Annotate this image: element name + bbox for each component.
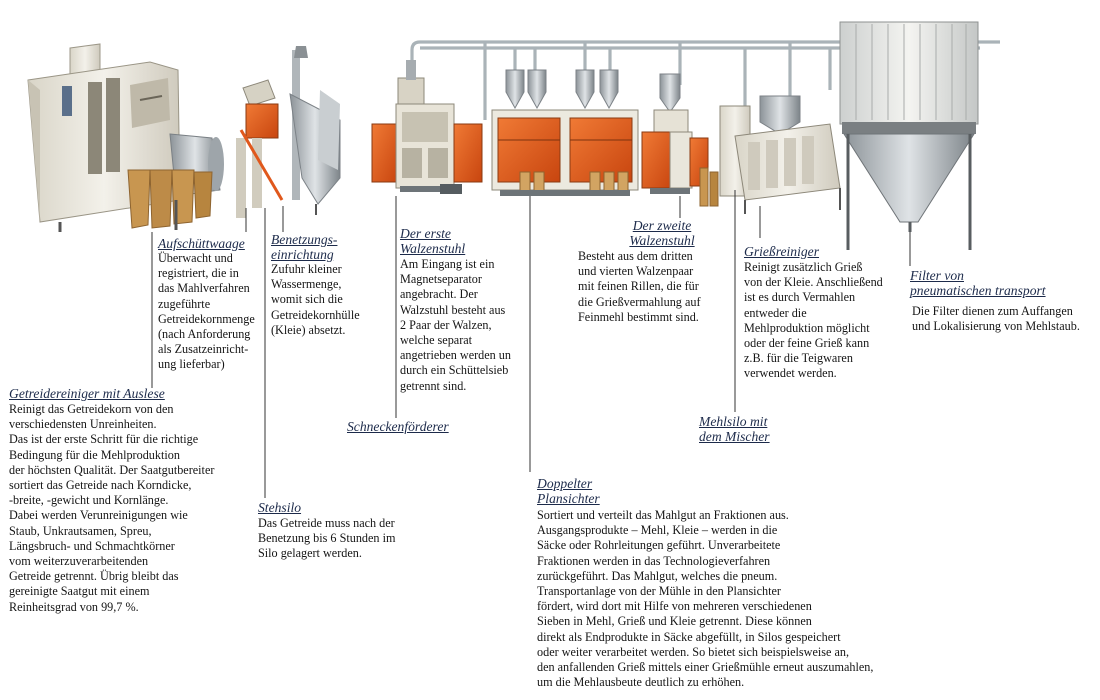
label-benetzung-title: Benetzungs- einrichtung xyxy=(271,232,338,262)
flour-silo-and-semolina-purifier xyxy=(720,96,840,214)
label-griessreiniger-title: Grießreiniger xyxy=(744,244,820,259)
label-zweiter-walzenstuhl-title: Der zweite Walzenstuhl xyxy=(629,218,695,248)
label-getreidereiniger-text: Reinigt das Getreidekorn von den verschiedensten Unreinheiten. Das ist der erste Schritt für die richtige Bedingung für die Mehlproduktion der höchsten Qualität. Der Saatgutbereiter sortiert das Getreide nach Korndicke, -breite, -gewicht und Kornlänge. Dabei werden Verunreinigungen wie Staub, Unkrautsamen, Spreu, Längsbruch- und Schmachtkörner vom weiterzuverarbeitenden Getreide getrennt. Übrig bleibt das gereinigte Saatgut mit einem Reinheitsgrad von 99,7 %. xyxy=(9,402,215,614)
label-griessreiniger-text: Reinigt zusätzlich Grieß von der Kleie. Anschließend ist es durch Vermahlen entweder die Mehlproduktion möglicht oder der feine Grieß kann z.B. für die Teigwaren verwendet werden. xyxy=(744,260,883,381)
pneumatic-filter xyxy=(840,22,978,250)
cleaner-sacks xyxy=(128,170,212,228)
scale-and-wetting-unit xyxy=(236,80,282,218)
label-stehsilo-text: Das Getreide muss nach der Benetzung bis 6 Stunden im Silo gelagert werden. xyxy=(258,516,396,561)
label-erster-walzenstuhl-text: Am Eingang ist ein Magnetseparator angebracht. Der Walzstuhl besteht aus 2 Paar der Walzen, welche separat angetrieben werden un durch ein Schüttelsieb getrennt sind. xyxy=(400,257,511,393)
label-aufschuettwaage-text: Überwacht und registriert, die in das Mahlverfahren zugeführte Getreidekornmenge (nach Anforderung als Zusatzeinricht- ung lieferbar) xyxy=(158,251,255,372)
label-benetzung-text: Zufuhr kleiner Wassermenge, womit sich die Getreidekornhülle (Kleie) absetzt. xyxy=(271,262,360,337)
first-roller-mill xyxy=(372,60,482,194)
standing-silo xyxy=(290,46,340,215)
grain-cleaner-machine xyxy=(28,44,224,232)
second-roller-mill xyxy=(642,74,718,206)
cyclones xyxy=(506,70,618,108)
label-schneckenfoerderer-title: Schneckenförderer xyxy=(347,419,449,434)
label-getreidereiniger-title: Getreidereiniger mit Auslese xyxy=(9,386,165,401)
label-plansichter-title: Doppelter Plansichter xyxy=(537,476,600,506)
label-filter-text: Die Filter dienen zum Auffangen und Lokalisierung von Mehlstaub. xyxy=(912,304,1080,334)
label-zweiter-walzenstuhl-text: Besteht aus dem dritten und vierten Walzenpaar mit feinen Rillen, die für die Grießvermahlung auf Feinmehl bestimmt sind. xyxy=(578,249,701,324)
label-stehsilo-title: Stehsilo xyxy=(258,500,302,515)
label-plansichter-text: Sortiert und verteilt das Mahlgut an Fraktionen aus. Ausgangsprodukte – Mehl, Kleie – werden in die Säcke oder Rohrleitungen geführt. Unverarbeitete Fraktionen werden in das Technologieverfahren zurückgeführt. Das Mahlgut, welches die pneum. Transportanlage von der Mühle in den Plansichter fördert, wird dort mit Hilfe von mehreren verschiedenen Sieben in Mehl, Grieß und Kleie getrennt. Diese können direkt als Endprodukte in Säcke abgefüllt, in Silos gespeichert oder weiter verarbeitet werden. So bietet sich beispielsweise an, den anfallenden Grieß mittels einer Grießmühle erneut auszumahlen, um die Mehlausbeute deutlich zu erhöhen. xyxy=(537,508,874,690)
label-erster-walzenstuhl-title: Der erste Walzenstuhl xyxy=(400,226,466,256)
label-aufschuettwaage-title: Aufschüttwaage xyxy=(158,236,245,251)
double-plansifter xyxy=(492,70,638,196)
label-mehlsilo-title: Mehlsilo mit dem Mischer xyxy=(699,414,770,444)
label-filter-title: Filter von pneumatischen transport xyxy=(910,268,1046,298)
